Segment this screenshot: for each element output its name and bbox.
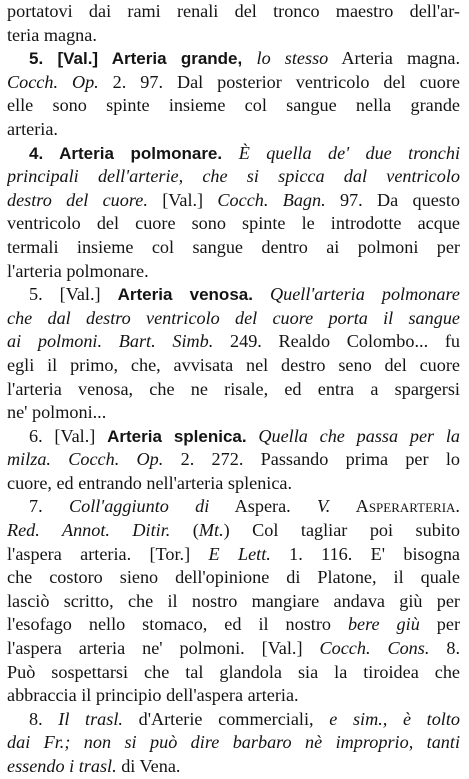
text-line: l'aspera arteria. [Tor.] E Lett. 1. 116. E' bisogna [7, 543, 460, 564]
text-line: Cocch. Op. 2. 97. Dal posterior ventricolo del cuore [7, 71, 460, 92]
text-line: dai Fr.; non si può dire barbaro nè improprio, tanti [7, 732, 460, 753]
entry-heading-line: 4. Arteria polmonare. È quella de' due tronchi [29, 142, 460, 163]
text-line: abbraccia il principio dell'aspera arteria. [7, 685, 299, 706]
text-line: teria magna. [7, 24, 97, 45]
entry-sense-8 [7, 708, 460, 779]
text-line: l'esofago nello stomaco, ed il nostro bere giù per [7, 614, 460, 635]
entry-heading-line: 5. [Val.] Arteria venosa. Quell'arteria polmonare [29, 284, 460, 305]
entry-sense-4 [7, 142, 460, 284]
text-line: egli il primo, che, avvisata nel destro seno del cuore [7, 354, 460, 375]
entry-heading-line: 7. Coll'aggiunto di Aspera. V. Asperarteria. [29, 496, 460, 517]
text-line: cuore, ed entrando nell'arteria splenica. [7, 472, 293, 493]
text-line: lasciò scritto, che il nostro mangiare andava giù per [7, 590, 460, 611]
text-line: ai polmoni. Bart. Simb. 249. Realdo Colombo... fu [7, 331, 460, 352]
entry-heading-line: 8. Il trasl. d'Arterie commerciali, e sim., è tolto [29, 708, 460, 729]
text-line: portatovi dai rami renali del tronco maestro dell'ar- [7, 1, 460, 21]
entry-sense-7 [7, 495, 460, 707]
text-line: elle sono spinte insieme col sangue nella grande [7, 95, 460, 116]
text-line: che dal destro ventricolo del cuore porta il sangue [7, 307, 460, 328]
entry-sense-6 [7, 425, 460, 496]
text-line: che costoro sieno dell'opinione di Platone, il quale [7, 567, 460, 588]
text-line: l'arteria venosa, che ne risale, ed entra a spargersi [7, 378, 460, 399]
text-line: termali insieme col sangue dentro ai polmoni per [7, 236, 460, 257]
text-line: essendo i trasl. di Vena. [7, 756, 181, 776]
entry-heading-line: 5. [Val.] Arteria grande, lo stesso Arteria magna. [29, 48, 460, 69]
entry-heading-line: 6. [Val.] Arteria splenica. Quella che passa per la [29, 425, 460, 446]
entry-sense-3 [7, 47, 460, 141]
text-line: l'arteria polmonare. [7, 260, 149, 281]
text-line: arteria. [7, 118, 58, 139]
entry-continuation [7, 0, 460, 47]
text-line: milza. Cocch. Op. 2. 272. Passando prima per lo [7, 449, 460, 470]
text-line: principali dell'arterie, che si spicca dal ventricolo [7, 166, 460, 187]
text-line: ventricolo del cuore sono spinte le introdotte acque [7, 213, 460, 234]
text-line: ne' polmoni... [7, 402, 107, 423]
text-line: l'aspera arteria ne' polmoni. [Val.] Cocch. Cons. 8. [7, 638, 460, 659]
text-line: Red. Annot. Ditir. (Mt.) Col tagliar poi subito [7, 520, 460, 541]
text-line: destro del cuore. [Val.] Cocch. Bagn. 97. Da questo [7, 189, 460, 210]
text-line: Può sospettarsi che tal glandola sia la tiroidea che [7, 661, 460, 682]
entry-sense-5 [7, 283, 460, 425]
